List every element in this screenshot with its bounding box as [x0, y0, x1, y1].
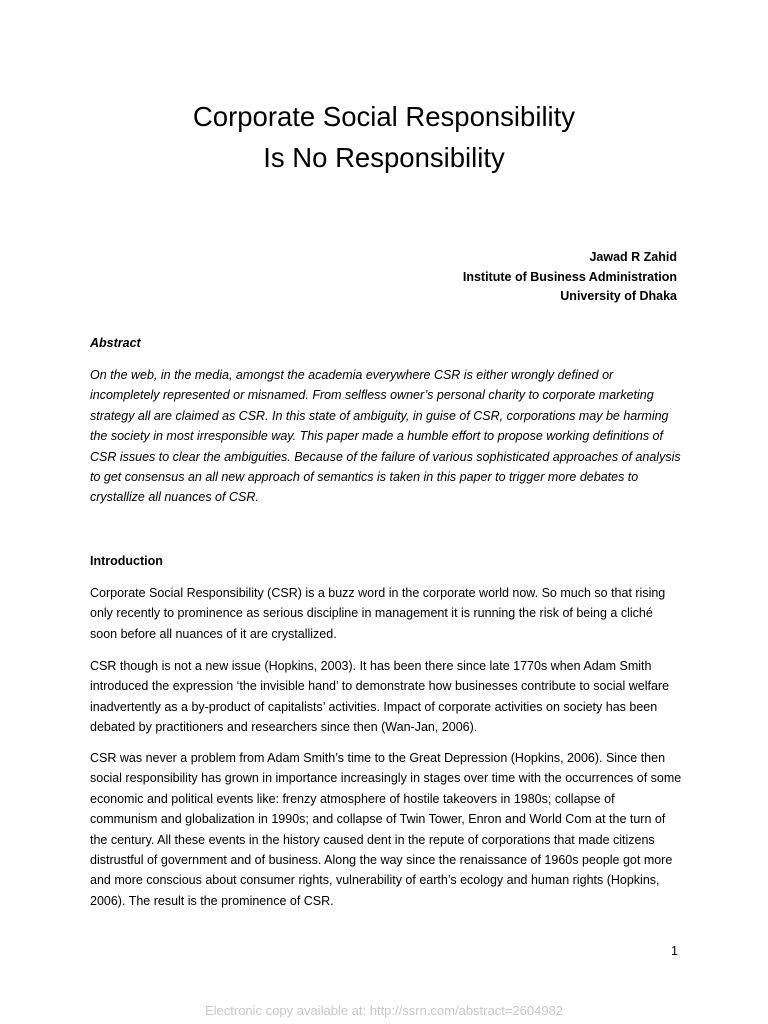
document-title: [0, 96, 768, 178]
introduction-paragraph-1: Corporate Social Responsibility (CSR) is a buzz word in the corporate world now. So much so that rising only recently to prominence as serious discipline in management it is running the risk of being a cliché soon before all nuances of it are crystallized.: [90, 586, 666, 641]
author-block: [463, 248, 677, 307]
title-line-1: Corporate Social Responsibility: [192, 101, 576, 132]
author-institute: Institute of Business Administration: [462, 269, 677, 284]
author-name: Jawad R Zahid: [589, 250, 677, 264]
introduction-heading: Introduction: [90, 554, 163, 568]
abstract-text: On the web, in the media, amongst the academia everywhere CSR is either wrongly defined or incompletely represented or misnamed. From selfless owner’s personal charity to corporate marketing strategy all are claimed as CSR. In this state of ambiguity, in guise of CSR, corporations may be harming the society in most irresponsible way. This paper made a humble effort to propose working definitions of CSR issues to clear the ambiguities. Because of the failure of various sophisticated approaches of analysis to get consensus an all new approach of semantics is taken in this paper to trigger more debates to crystallize all nuances of CSR.: [90, 368, 681, 505]
introduction-paragraph-3: CSR was never a problem from Adam Smith’s time to the Great Depression (Hopkins, 2006). Since then social responsibility has grown in importance increasingly in stages over time with the occurrences of some economic and political events like: frenzy atmosphere of hostile takeovers in 1980s; collapse of communism and globalization in 1990s; and collapse of Twin Tower, Enron and World Com at the turn of the century. All these events in the history caused dent in the repute of corporations that made citizens distrustful of government and of business. Along the way since the renaissance of 1960s people got more and more conscious about consumer rights, vulnerability of earth’s ecology and human rights (Hopkins, 2006). The result is the prominence of CSR.: [90, 751, 682, 908]
page-number: 1: [671, 944, 678, 958]
introduction-paragraph-2: CSR though is not a new issue (Hopkins, 2003). It has been there since late 1770s when Adam Smith introduced the expression ‘the invisible hand’ to demonstrate how businesses contribute to social welfare inadvertently as a by-product of capitalists’ activities. Impact of corporate activities on society has been debated by practitioners and researchers since then (Wan-Jan, 2006).: [90, 659, 670, 735]
abstract-heading: Abstract: [90, 336, 141, 350]
ssrn-footer: Electronic copy available at: http://ssrn.com/abstract=2604982: [204, 1003, 564, 1018]
author-university: University of Dhaka: [560, 289, 677, 303]
title-line-2: Is No Responsibility: [263, 142, 505, 173]
